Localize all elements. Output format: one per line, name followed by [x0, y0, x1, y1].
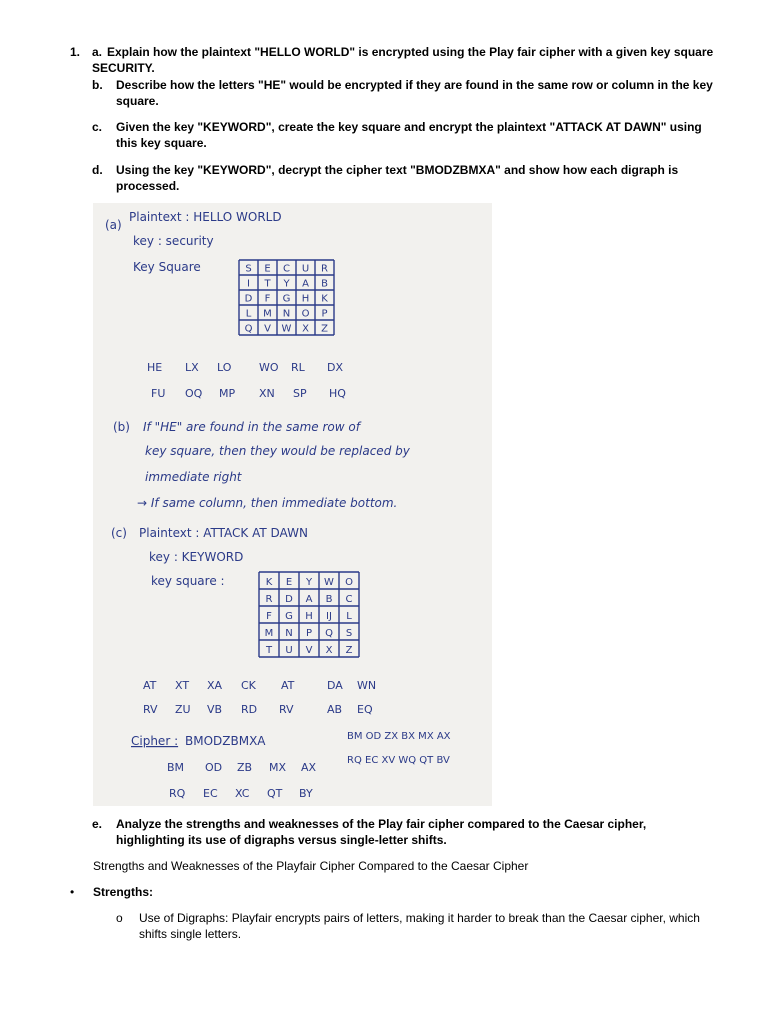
grid-cell-letter: F [264, 293, 271, 305]
digraph: HQ [329, 387, 346, 400]
digraph: MP [219, 387, 236, 400]
strength-1-text: Use of Digraphs: Playfair encrypts pairs of letters, making it harder to break than the Caesar cipher, which shifts single letters. [139, 911, 700, 941]
hw-d-label: Cipher : [131, 734, 179, 748]
hw-c-key-square-label: key square : [151, 574, 225, 588]
digraph: DX [327, 361, 344, 374]
grid-cell-letter: D [244, 293, 253, 305]
question-b-text: Describe how the letters "HE" would be encrypted if they are found in the same row or column in the key square. [116, 78, 713, 108]
digraph: WN [357, 679, 377, 692]
answer-heading: Strengths and Weaknesses of the Playfair Cipher Compared to the Caesar Cipher [93, 859, 529, 873]
grid-cell-letter: Z [345, 644, 353, 656]
grid-cell-letter: L [346, 610, 352, 622]
digraph: CK [241, 679, 256, 692]
grid-cell-letter: K [321, 293, 328, 305]
digraph: LO [217, 361, 232, 374]
grid-cell-letter: P [321, 308, 328, 320]
question-c-text: Given the key "KEYWORD", create the key square and encrypt the plaintext "ATTACK AT DAWN" using this key square. [116, 120, 702, 150]
grid-cell-letter: Y [305, 576, 313, 588]
strengths-bullet: • [70, 885, 75, 899]
grid-cell-letter: K [265, 576, 273, 588]
digraph: VB [207, 703, 223, 716]
hw-d-digraphs-cipher [167, 761, 317, 774]
grid-cell-letter: B [321, 278, 328, 290]
question-1a [70, 44, 720, 78]
grid-cell-letter: T [264, 278, 271, 290]
question-letter-e: e. [92, 817, 103, 831]
digraph: RV [143, 703, 158, 716]
digraph: ZU [175, 703, 191, 716]
question-letter-d: d. [92, 163, 103, 177]
grid-cell-letter: S [245, 263, 252, 275]
grid-cell-letter: Y [283, 278, 290, 290]
grid-cell-letter: C [283, 263, 290, 275]
grid-cell-letter: H [301, 293, 310, 305]
question-e-text: Analyze the strengths and weaknesses of the Play fair cipher compared to the Caesar cipher, highlighting its use of digraphs versus single-letter shifts. [116, 817, 647, 847]
grid-cell-letter: Q [244, 323, 253, 335]
strengths-label: Strengths: [93, 885, 153, 899]
digraph: QT [267, 787, 283, 800]
hw-b-line3: immediate right [145, 470, 242, 484]
grid-cell-letter: M [263, 308, 272, 320]
grid-cell-letter: F [266, 610, 272, 622]
hw-d-cipher: BMODZBMXA [185, 734, 266, 748]
digraph: MX [269, 761, 287, 774]
question-1d [92, 162, 722, 196]
grid-cell-letter: G [285, 610, 293, 622]
digraph: OQ [185, 387, 203, 400]
question-letter-c: c. [92, 120, 103, 134]
grid-cell-letter: N [285, 627, 293, 639]
grid-cell-letter: U [285, 644, 293, 656]
question-1c [92, 119, 722, 153]
grid-cell-letter: O [301, 308, 310, 320]
grid-cell-letter: X [302, 323, 309, 335]
digraph: EQ [357, 703, 373, 716]
digraph: XC [235, 787, 250, 800]
grid-cell-letter: G [282, 293, 291, 305]
digraph: RV [279, 703, 294, 716]
digraph: AT [281, 679, 295, 692]
grid-cell-letter: X [325, 644, 333, 656]
hw-c-plaintext: Plaintext : ATTACK AT DAWN [139, 526, 308, 540]
grid-cell-letter: D [285, 593, 293, 605]
grid-cell-letter: O [345, 576, 353, 588]
grid-cell-letter: M [264, 627, 274, 639]
question-number: 1. [70, 45, 81, 59]
digraph: EC [203, 787, 218, 800]
hw-d-right-2: RQ EC XV WQ QT BV [347, 755, 450, 766]
grid-cell-letter: C [345, 593, 353, 605]
question-a-text: Explain how the plaintext "HELLO WORLD" is encrypted using the Play fair cipher with a given key square SECURITY. [92, 45, 714, 75]
digraph: XA [207, 679, 223, 692]
digraph: RQ [169, 787, 186, 800]
grid-cell-letter: V [264, 323, 271, 335]
hw-b-label: (b) [113, 420, 130, 434]
strength-sub-bullet: o [116, 911, 123, 925]
digraph: AT [143, 679, 157, 692]
grid-cell-letter: U [301, 263, 310, 275]
hw-c-digraphs-cipher [143, 703, 373, 716]
grid-cell-letter: B [325, 593, 333, 605]
grid-cell-letter: T [265, 644, 273, 656]
digraph: AX [301, 761, 317, 774]
hw-a-label: (a) [105, 218, 122, 232]
hw-a-digraphs-plain [147, 361, 343, 374]
digraph: RD [241, 703, 258, 716]
question-1b [92, 77, 722, 111]
digraph: FU [151, 387, 166, 400]
hw-d-digraphs-plain [169, 787, 313, 800]
digraph: LX [185, 361, 199, 374]
grid-cell-letter: W [324, 576, 334, 588]
grid-cell-letter: IJ [326, 610, 332, 622]
grid-cell-letter: L [245, 308, 252, 320]
digraph: HE [147, 361, 163, 374]
grid-cell-letter: E [285, 576, 293, 588]
grid-cell-letter: R [265, 593, 273, 605]
grid-cell-letter: P [305, 627, 313, 639]
grid-cell-letter: I [247, 278, 250, 290]
grid-cell-letter: Z [321, 323, 328, 335]
grid-cell-letter: N [282, 308, 291, 320]
grid-cell-letter: A [305, 593, 313, 605]
question-letter-b: b. [92, 78, 103, 92]
digraph: XT [175, 679, 190, 692]
digraph: WO [259, 361, 279, 374]
grid-cell-letter: R [321, 263, 328, 275]
grid-cell-letter: S [345, 627, 353, 639]
digraph: SP [293, 387, 307, 400]
hw-b-line2: key square, then they would be replaced by [145, 444, 410, 458]
digraph: OD [205, 761, 223, 774]
grid-cell-letter: H [305, 610, 313, 622]
grid-cell-letter: E [264, 263, 271, 275]
digraph: XN [259, 387, 275, 400]
hw-a-digraphs-cipher [151, 387, 346, 400]
hw-c-label: (c) [111, 526, 127, 540]
digraph: BM [167, 761, 185, 774]
hw-c-digraphs-plain [143, 679, 376, 692]
hw-a-key-square-label: Key Square [133, 260, 201, 274]
question-letter-a: a. [92, 45, 103, 59]
hw-c-key: key : KEYWORD [149, 550, 244, 564]
hw-d-right-1: BM OD ZX BX MX AX [347, 731, 451, 742]
hw-b-line1: If "HE" are found in the same row of [143, 420, 360, 434]
key-square-security [239, 260, 334, 335]
digraph: ZB [237, 761, 253, 774]
grid-cell-letter: Q [325, 627, 333, 639]
hw-a-plaintext: Plaintext : HELLO WORLD [129, 210, 282, 224]
question-1e [92, 816, 732, 850]
hw-a-key: key : security [133, 234, 214, 248]
hw-b-line4: → If same column, then immediate bottom. [137, 496, 398, 510]
grid-cell-letter: W [281, 323, 292, 335]
question-d-text: Using the key "KEYWORD", decrypt the cipher text "BMODZBMXA" and show how each digraph is processed. [116, 163, 679, 193]
grid-cell-letter: V [305, 644, 313, 656]
digraph: DA [327, 679, 343, 692]
digraph: BY [299, 787, 313, 800]
grid-cell-letter: A [302, 278, 309, 290]
handwritten-solution-photo [93, 203, 492, 806]
digraph: RL [291, 361, 305, 374]
key-square-keyword [259, 572, 359, 657]
digraph: AB [327, 703, 343, 716]
